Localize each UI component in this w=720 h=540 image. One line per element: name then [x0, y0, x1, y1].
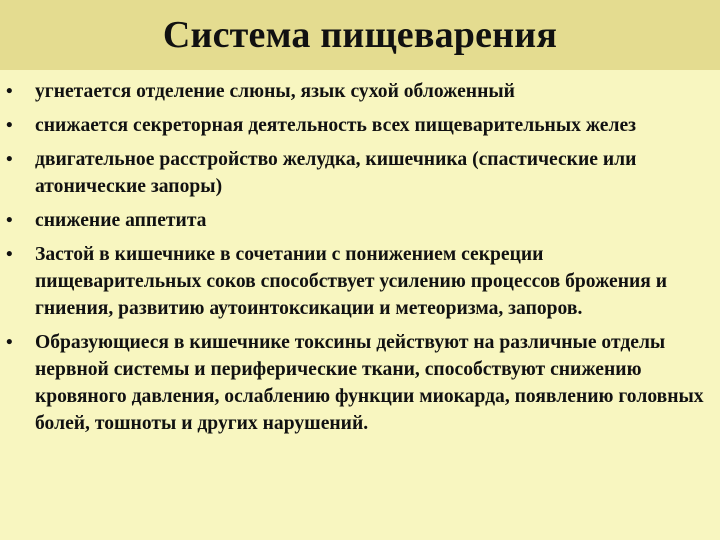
title-bar [0, 0, 720, 70]
bullet-point-icon: • [6, 81, 13, 102]
bullet-item [6, 241, 708, 322]
bullet-item [6, 78, 708, 105]
bullet-text: Образующиеся в кишечнике токсины действуют на различные отделы нервной системы и периферические ткани, способствуют снижению кровяного давления, ослаблению функции миокарда, появлению головных болей, тошноты и других нарушений. [35, 332, 704, 434]
bullet-text: снижается секреторная деятельность всех пищеварительных желез [35, 115, 637, 136]
bullet-point-icon: • [6, 210, 13, 231]
slide-title: Система пищеварения [162, 14, 558, 56]
slide-content [6, 78, 708, 444]
bullet-item [6, 146, 708, 200]
bullet-text: двигательное расстройство желудка, кишечника (спастические или атонические запоры) [35, 149, 637, 197]
bullet-item [6, 112, 708, 139]
bullet-item [6, 329, 708, 437]
bullet-list [6, 78, 708, 437]
bullet-point-icon: • [6, 244, 13, 265]
bullet-point-icon: • [6, 115, 13, 136]
bullet-text: Застой в кишечнике в сочетании с понижением секреции пищеварительных соков способствует усилению процессов брожения и гниения, развитию аутоинтоксикации и метеоризма, запоров. [35, 244, 668, 319]
bullet-text: снижение аппетита [35, 210, 207, 231]
bullet-point-icon: • [6, 332, 13, 353]
bullet-point-icon: • [6, 149, 13, 170]
bullet-text: угнетается отделение слюны, язык сухой обложенный [35, 81, 515, 102]
bullet-item [6, 207, 708, 234]
